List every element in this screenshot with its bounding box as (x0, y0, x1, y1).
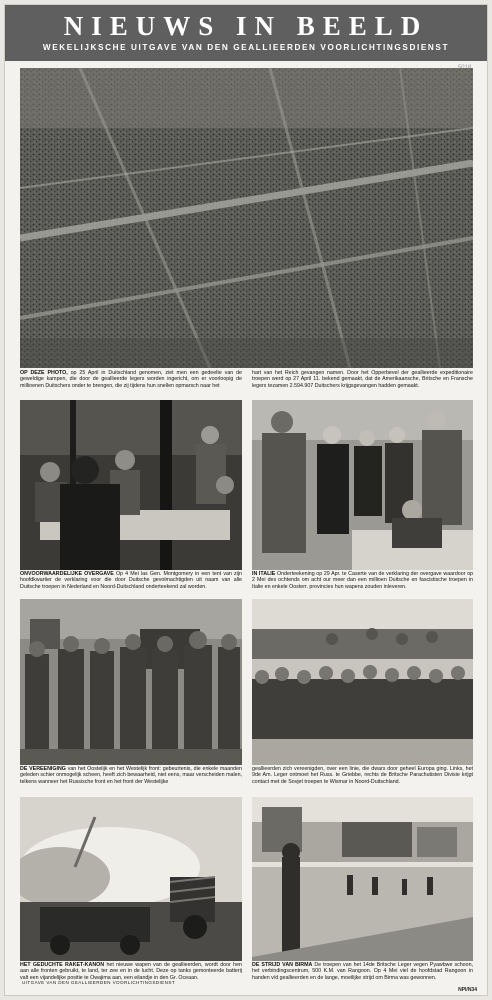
photo-burma-pyawbwe (252, 797, 473, 961)
masthead-title: NIEUWS IN BEELD (63, 11, 429, 41)
photo-montgomery-surrender (20, 400, 242, 570)
photo-wismar-meeting (252, 599, 473, 765)
caption-front-union (20, 766, 242, 794)
footer-publisher: UITGAVE VAN DEN GEALLIEERDEN VOORLICHTINGSDIENST (22, 980, 176, 985)
caption-lead: DE STRIJD VAN BIRMA (252, 962, 313, 968)
caption-montgomery-surrender (20, 571, 242, 595)
caption-lead: HET GEDUCHTE RAKET-KANON (20, 962, 105, 968)
caption-wismar-meeting (252, 766, 473, 794)
masthead (5, 5, 487, 61)
caption-text: geallieerden zich vereenigden, over een linie, die dwars door geheel Europa ging. Links, het 9de Am. Leger ontmoet het Russ. te Griebbe, rechts de Britsche Parachutisten Divisie krijgt contact met de Sovjet troepen te Wismar in Noord-Duitschland. (252, 766, 473, 785)
footer-code: NPI/N34 (458, 987, 477, 993)
caption-text: van het Oostelijk en het Westelijk front: gebeurtenis, die enkele maanden geleden schier onmogelijk scheen, heeft zich bewaarheid, niet eens, maar verscheiden malen, telkens wanneer het Russische front en het front der Westelijke (20, 766, 242, 785)
caption-text: het nieuwe wapen van de geallieerden, wordt door hen aan alle fronten gebruikt, te land, ter zee en in de lucht. Deze op tanks gemonteerde batterij valt een vijandelijke positie te Owajima aan, een eilandje in den Gr. Oceaan. (20, 962, 242, 981)
caption-lead: ONVOORWAARDELIJKE OVERGAVE (20, 571, 114, 577)
caption-text: De troepen van het 14de Britsche Leger vegen Pyawbwe schoon, het verbindingscentrum, 500 K.M. van Rangoon. Op 4 Mei viel de hoofdstad Rangoon in handen v/d geallieerden en de lange, moeilijke strijd om Birma was gewonnen. (252, 962, 473, 981)
caption-burma-pyawbwe (252, 962, 473, 986)
photo-caserta-signing (252, 400, 473, 570)
caption-caserta-signing (252, 571, 473, 595)
caption-lead: IN ITALIE (252, 571, 276, 577)
caption-text: Onderteekening op 29 Apr. te Caserte van de verklaring der overgave waardoor op 2 Mei des ochtends om acht our meer dan een millioen Duitsche en fascistische troepen in Italie en enkele Oosterr. provincies hun wapens zouden inleveren. (252, 571, 473, 590)
caption-text: hart van het Reich gevangen namen. Door het Opperbevel der geallieerde expeditionaire troepen werd op 27 April 11. bekend gemaakt, dat de Amerikaansche, Britsche en Fransche legers tezamen 2.594.907 Duitschers krijgsgevangen hadden gemaakt. (252, 370, 473, 389)
caption-text: Op 4 Mei las Gen. Montgomery in een tent van zijn hoofdkwartier de verklaring voor die door Duitsche gevolmachtigden uit naam van alle Duitsche troepen in Nederland en Noord-Duitschland onderteekend zal worden. (20, 571, 242, 590)
photo-front-union-soldiers (20, 599, 242, 765)
photo-prison-camps (20, 68, 473, 368)
caption-lead: DE VEREENIGING (20, 766, 66, 772)
photo-rocket-launcher (20, 797, 242, 961)
newspaper-sheet (4, 4, 488, 996)
caption-text: op 25 April in Duitschland genomen, ziet men een gedeelte van de geweldige kampen, die door de geallieerde legers worden ingericht, om er voorloopig de millioenen Duitschers onder te brengen, die zij tijdens hun snellen opmarsch naar het (20, 370, 242, 389)
caption-prison-camps (20, 370, 473, 398)
caption-lead: OP DEZE PHOTO, (20, 370, 68, 376)
masthead-subtitle: WEKELIJKSCHE UITGAVE VAN DEN GEALLIEERDEN VOORLICHTINGSDIENST (42, 43, 450, 52)
